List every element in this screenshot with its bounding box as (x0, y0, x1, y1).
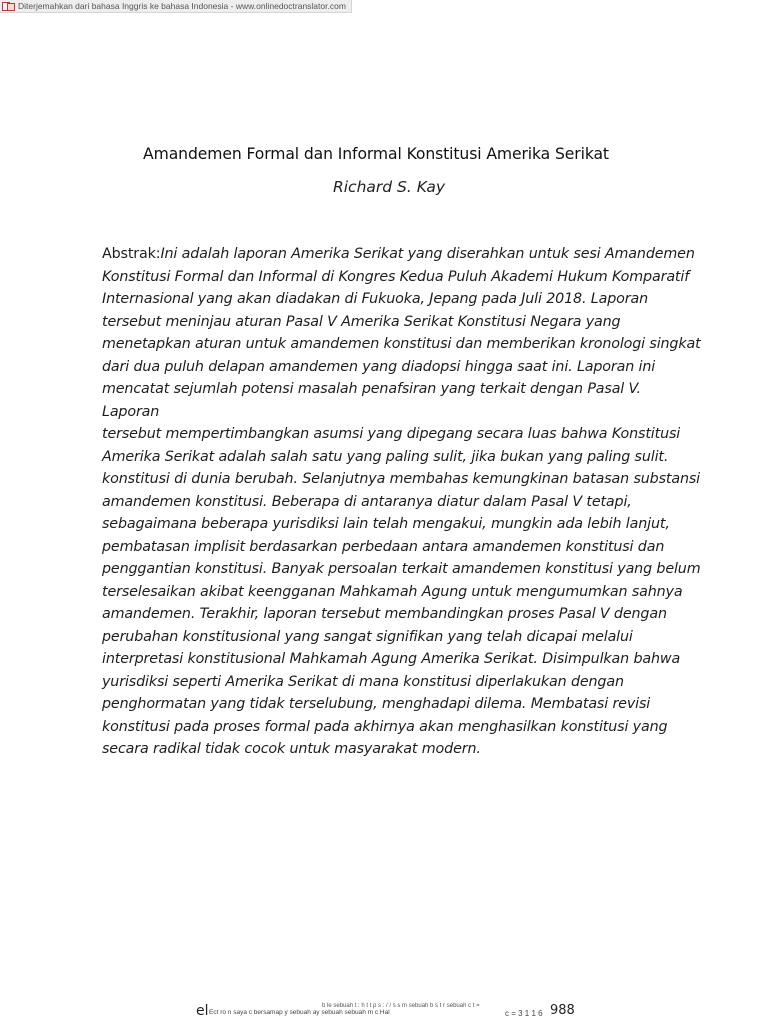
paper-author: Richard S. Kay (332, 178, 446, 196)
abstract-body (102, 246, 701, 757)
footer-ssrn-link[interactable]: b le sebuah t : h t t p s : / / s s m sebuah b s t r sebuah c t = (322, 1003, 480, 1009)
abstract-line: penggantian konstitusi. Banyak persoalan terkait amandemen konstitusi yang belum (102, 561, 701, 577)
footer-big-text: el (196, 1003, 209, 1019)
abstract-line: yurisdiksi seperti Amerika Serikat di mana konstitusi diperlakukan dengan (102, 673, 624, 690)
footer-id-text: c = 3 1 1 6 (505, 1009, 543, 1018)
document-translate-icon (2, 2, 15, 10)
abstract-line: Internasional yang akan diadakan di Fukuoka, Jepang pada Juli 2018. Laporan (102, 291, 648, 307)
abstract-line: konstitusi di dunia berubah. Selanjutnya membahas kemungkinan batasan substansi (102, 471, 700, 487)
paper-title: Amandemen Formal dan Informal Konstitusi Amerika Serikat (143, 145, 609, 163)
abstract-line: amandemen. Terakhir, laporan tersebut membandingkan proses Pasal V dengan (102, 606, 667, 622)
abstract-line: pembatasan implisit berdasarkan perbedaan antara amandemen konstitusi dan (102, 538, 665, 555)
abstract-line: sebagaimana beberapa yurisdiksi lain telah mengakui, mungkin ada lebih lanjut, (102, 516, 670, 532)
abstract-line: interpretasi konstitusional Mahkamah Agung Amerika Serikat. Disimpulkan bahwa (102, 651, 681, 667)
translator-banner-text[interactable]: Diterjemahkan dari bahasa Inggris ke bahasa Indonesia - www.onlinedoctranslator.com (18, 1, 346, 11)
abstract-line: secara radikal tidak cocok untuk masyarakat modern. (102, 741, 481, 757)
abstract-line: Amerika Serikat adalah salah satu yang paling sulit, jika bukan yang paling sulit. (102, 448, 669, 465)
abstract-line: tersebut mempertimbangkan asumsi yang dipegang secara luas bahwa Konstitusi (102, 426, 681, 442)
abstract-label: Abstrak: (102, 246, 161, 262)
abstract-line: tersebut meninjau aturan Pasal V Amerika Serikat Konstitusi Negara yang (102, 313, 621, 330)
abstract-line: konstitusi pada proses formal pada akhirnya akan menghasilkan konstitusi yang (102, 718, 668, 735)
abstract-line: mencatat sejumlah potensi masalah penafsiran yang terkait dengan Pasal V. Laporan (102, 381, 641, 420)
abstract (102, 243, 702, 761)
abstract-line: penghormatan yang tidak terselubung, menghadapi dilema. Membatasi revisi (102, 696, 651, 712)
abstract-line: amandemen konstitusi. Beberapa di antaranya diatur dalam Pasal V tetapi, (102, 493, 632, 510)
footer-number: 988 (550, 1003, 575, 1018)
abstract-line: menetapkan aturan untuk amandemen konstitusi dan memberikan kronologi singkat (102, 336, 701, 352)
abstract-line: terselesaikan akibat keengganan Mahkamah Agung untuk mengumumkan sahnya (102, 583, 683, 600)
footer-small-text: Ect ro n saya c bersamap y sebuah ay sebuah sebuah m c Hal (209, 1009, 390, 1016)
abstract-line: Konstitusi Formal dan Informal di Kongres Kedua Puluh Akademi Hukum Komparatif (102, 268, 690, 285)
translator-banner[interactable] (0, 0, 352, 13)
abstract-line: Ini adalah laporan Amerika Serikat yang diserahkan untuk sesi Amandemen (160, 246, 695, 262)
page-footer (0, 1000, 768, 1024)
abstract-line: dari dua puluh delapan amandemen yang diadopsi hingga saat ini. Laporan ini (102, 358, 656, 375)
abstract-line: perubahan konstitusional yang sangat signifikan yang telah dicapai melalui (102, 628, 633, 645)
